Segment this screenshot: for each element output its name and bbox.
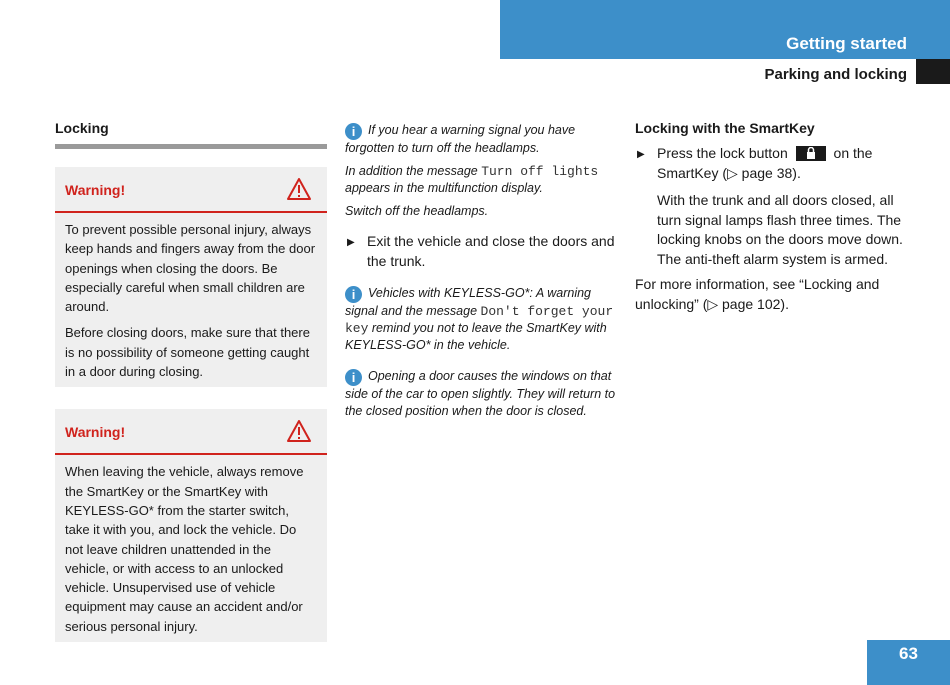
info-note-message	[345, 163, 617, 197]
info-note	[345, 285, 617, 354]
note-text: If you hear a warning signal you have forgotten to turn off the headlamps.	[345, 123, 576, 155]
note-text: Vehicles with KEYLESS-GO*: A warning signal and the message	[345, 286, 592, 318]
warning-body	[55, 213, 327, 387]
note-text: In addition the message	[345, 164, 482, 178]
step-item	[635, 144, 907, 183]
note-text: remind you not to leave the SmartKey with KEYLESS-GO* in the vehicle.	[345, 321, 607, 352]
section-subtitle: Parking and locking	[764, 66, 907, 83]
section-rule	[55, 144, 327, 149]
note-text: appears in the multifunction display.	[345, 181, 543, 195]
warning-paragraph: When leaving the vehicle, always remove the SmartKey or the SmartKey with KEYLESS-GO* from the starter switch, take it with you, and lock the vehicle. Do not leave children unattended in the vehicle, or with access to an unlocked vehicle. Unsupervised use of vehicle equipment may cause an accident and/or serious personal injury.	[65, 464, 304, 634]
step-item	[345, 232, 617, 271]
step-text: Exit the vehicle and close the doors and the trunk.	[367, 233, 615, 269]
more-info-text: For more information, see “Locking and unlocking” (▷ page 102).	[635, 276, 880, 312]
step-text: on the SmartKey (▷ page 38).	[657, 145, 873, 181]
info-icon: i	[345, 286, 362, 303]
right-column	[635, 118, 907, 314]
page-number: 63	[867, 640, 950, 685]
triangle-bullet-icon: ▶	[347, 237, 355, 248]
info-note	[345, 368, 617, 420]
step-text: Press the lock button	[657, 145, 792, 161]
info-icon: i	[345, 369, 362, 386]
section-title-smartkey: Locking with the SmartKey	[635, 120, 815, 136]
warning-header	[55, 167, 327, 213]
warning-paragraph: Before closing doors, make sure that there is no possibility of someone getting caught in a door during closing.	[65, 325, 310, 380]
lock-button-icon	[796, 146, 826, 161]
left-column	[55, 118, 327, 642]
step-result: With the trunk and all doors closed, all turn signal lamps flash three times. The locking knobs on the doors move down. The anti-theft alarm system is armed.	[657, 192, 903, 267]
warning-box	[55, 167, 327, 387]
warning-triangle-icon	[286, 177, 312, 201]
middle-column	[345, 122, 617, 426]
warning-triangle-icon	[286, 419, 312, 443]
warning-label: Warning!	[65, 424, 126, 441]
note-text: Opening a door causes the windows on that side of the car to open slightly. They will return to the closed position when the door is closed.	[345, 369, 616, 418]
header-marker	[916, 59, 950, 84]
chapter-title: Getting started	[786, 34, 907, 53]
info-note	[345, 122, 617, 157]
display-message: Turn off lights	[481, 164, 599, 179]
warning-label: Warning!	[65, 182, 126, 198]
display-message: Don't forget your key	[345, 304, 614, 336]
info-icon: i	[345, 123, 362, 140]
warning-body	[55, 455, 327, 642]
info-note-instruction: Switch off the headlamps.	[345, 204, 489, 218]
warning-header	[55, 409, 327, 455]
warning-paragraph: To prevent possible personal injury, always keep hands and fingers away from the door openings when closing the doors. Be especially careful when small children are around.	[65, 222, 316, 315]
triangle-bullet-icon: ▶	[637, 149, 645, 160]
section-title-locking: Locking	[55, 120, 109, 136]
warning-box	[55, 409, 327, 642]
